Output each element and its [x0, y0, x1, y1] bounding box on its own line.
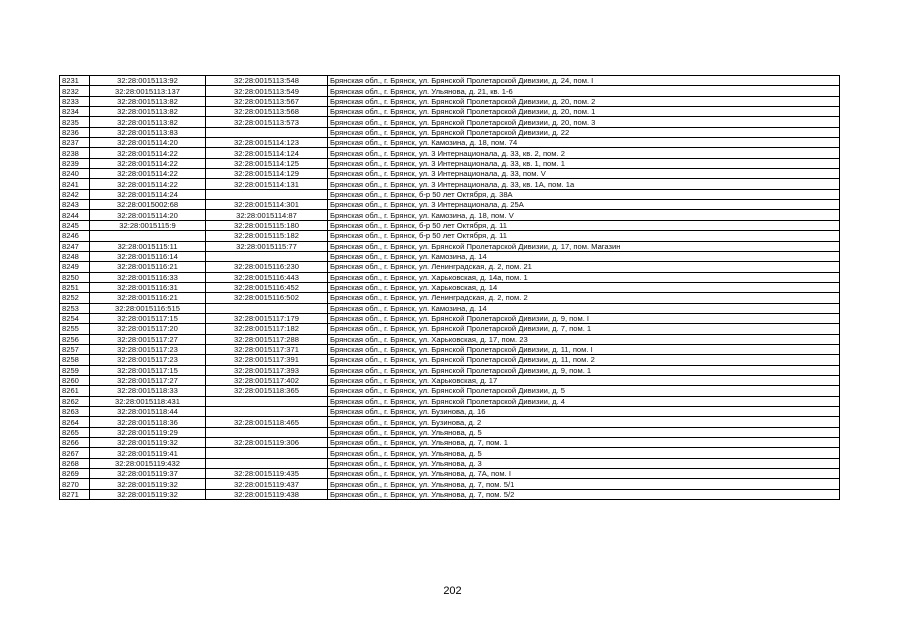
address-cell: Брянская обл., г. Брянск, ул. Харьковская, д. 14а, пом. 1: [328, 272, 840, 282]
table-row: [60, 169, 840, 179]
address-cell: Брянская обл., г. Брянск, ул. 3 Интернационала, д. 33, кв. 1А, пом. 1а: [328, 179, 840, 189]
land-cadastral-number-cell: 32:28:0015116:14: [90, 251, 206, 261]
table-row: [60, 386, 840, 396]
building-cadastral-number-cell: [206, 407, 328, 417]
building-cadastral-number-cell: 32:28:0015117:288: [206, 334, 328, 344]
table-row: [60, 334, 840, 344]
address-cell: Брянская обл., г. Брянск, ул. Брянской Пролетарской Дивизии, д. 22: [328, 127, 840, 137]
address-cell: Брянская обл., г. Брянск, ул. Харьковская, д. 17: [328, 375, 840, 385]
table-row: [60, 282, 840, 292]
land-cadastral-number-cell: 32:28:0015113:82: [90, 117, 206, 127]
address-cell: Брянская обл., г. Брянск, ул. Брянской Пролетарской Дивизии, д. 20, пом. 2: [328, 96, 840, 106]
land-cadastral-number-cell: 32:28:0015114:22: [90, 148, 206, 158]
land-cadastral-number-cell: 32:28:0015116:33: [90, 272, 206, 282]
row-number-cell: 8237: [60, 138, 90, 148]
row-number-cell: 8265: [60, 427, 90, 437]
row-number-cell: 8233: [60, 96, 90, 106]
row-number-cell: 8260: [60, 375, 90, 385]
table-row: [60, 344, 840, 354]
address-cell: Брянская обл., г. Брянск, ул. Ульянова, д. 21, кв. 1-6: [328, 86, 840, 96]
address-cell: Брянская обл., г. Брянск, ул. Бузинова, д. 2: [328, 417, 840, 427]
row-number-cell: 8238: [60, 148, 90, 158]
address-cell: Брянская обл., г. Брянск, ул. Брянской Пролетарской Дивизии, д. 11, пом. 2: [328, 355, 840, 365]
row-number-cell: 8239: [60, 158, 90, 168]
land-cadastral-number-cell: 32:28:0015115:11: [90, 241, 206, 251]
row-number-cell: 8232: [60, 86, 90, 96]
land-cadastral-number-cell: 32:28:0015119:432: [90, 458, 206, 468]
row-number-cell: 8255: [60, 324, 90, 334]
table-row: [60, 107, 840, 117]
building-cadastral-number-cell: 32:28:0015117:179: [206, 313, 328, 323]
land-cadastral-number-cell: 32:28:0015113:137: [90, 86, 206, 96]
land-cadastral-number-cell: 32:28:0015114:22: [90, 169, 206, 179]
building-cadastral-number-cell: [206, 448, 328, 458]
land-cadastral-number-cell: 32:28:0015117:20: [90, 324, 206, 334]
building-cadastral-number-cell: 32:28:0015113:568: [206, 107, 328, 117]
address-cell: Брянская обл., г. Брянск, ул. Камозина, д. 18, пом. 74: [328, 138, 840, 148]
building-cadastral-number-cell: 32:28:0015119:438: [206, 489, 328, 499]
page-number: 202: [443, 585, 462, 597]
table-row: [60, 241, 840, 251]
address-cell: Брянская обл., г. Брянск, ул. Брянской Пролетарской Дивизии, д. 7, пом. 1: [328, 324, 840, 334]
land-cadastral-number-cell: 32:28:0015117:27: [90, 375, 206, 385]
building-cadastral-number-cell: [206, 127, 328, 137]
land-cadastral-number-cell: 32:28:0015116:21: [90, 293, 206, 303]
row-number-cell: 8254: [60, 313, 90, 323]
building-cadastral-number-cell: [206, 427, 328, 437]
land-cadastral-number-cell: 32:28:0015119:29: [90, 427, 206, 437]
address-cell: Брянская обл., г. Брянск, ул. Ульянова, д. 3: [328, 458, 840, 468]
table-row: [60, 251, 840, 261]
row-number-cell: 8266: [60, 438, 90, 448]
land-cadastral-number-cell: 32:28:0015117:23: [90, 355, 206, 365]
building-cadastral-number-cell: 32:28:0015117:393: [206, 365, 328, 375]
table-row: [60, 210, 840, 220]
building-cadastral-number-cell: 32:28:0015116:443: [206, 272, 328, 282]
table-row: [60, 469, 840, 479]
table-row: [60, 375, 840, 385]
address-cell: Брянская обл., г. Брянск, ул. Ленинградская, д. 2, пом. 21: [328, 262, 840, 272]
address-cell: Брянская обл., г. Брянск, ул. Брянской Пролетарской Дивизии, д. 20, пом. 3: [328, 117, 840, 127]
address-cell: Брянская обл., г. Брянск, ул. 3 Интернационала, д. 33, кв. 1, пом. 1: [328, 158, 840, 168]
address-cell: Брянская обл., г. Брянск, ул. Ульянова, д. 7, пом. 5/1: [328, 479, 840, 489]
building-cadastral-number-cell: 32:28:0015114:124: [206, 148, 328, 158]
land-cadastral-number-cell: 32:28:0015119:32: [90, 489, 206, 499]
land-cadastral-number-cell: 32:28:0015117:23: [90, 344, 206, 354]
land-cadastral-number-cell: 32:28:0015114:20: [90, 210, 206, 220]
row-number-cell: 8248: [60, 251, 90, 261]
land-cadastral-number-cell: 32:28:0015118:431: [90, 396, 206, 406]
building-cadastral-number-cell: 32:28:0015117:182: [206, 324, 328, 334]
building-cadastral-number-cell: 32:28:0015119:437: [206, 479, 328, 489]
land-cadastral-number-cell: 32:28:0015119:32: [90, 438, 206, 448]
table-row: [60, 231, 840, 241]
table-row: [60, 158, 840, 168]
address-cell: Брянская обл., г. Брянск, ул. Ульянова, д. 7, пом. 5/2: [328, 489, 840, 499]
land-cadastral-number-cell: 32:28:0015114:22: [90, 179, 206, 189]
land-cadastral-number-cell: 32:28:0015119:32: [90, 479, 206, 489]
address-cell: Брянская обл., г. Брянск, ул. Ульянова, д. 7, пом. 1: [328, 438, 840, 448]
building-cadastral-number-cell: 32:28:0015114:131: [206, 179, 328, 189]
building-cadastral-number-cell: 32:28:0015117:402: [206, 375, 328, 385]
cadastral-table: [59, 75, 840, 500]
land-cadastral-number-cell: 32:28:0015113:92: [90, 76, 206, 86]
address-cell: Брянская обл., г. Брянск, ул. Харьковская, д. 14: [328, 282, 840, 292]
building-cadastral-number-cell: 32:28:0015113:567: [206, 96, 328, 106]
table-row: [60, 448, 840, 458]
address-cell: Брянская обл., г. Брянск, ул. Камозина, д. 18, пом. V: [328, 210, 840, 220]
building-cadastral-number-cell: 32:28:0015113:549: [206, 86, 328, 96]
land-cadastral-number-cell: 32:28:0015116:21: [90, 262, 206, 272]
row-number-cell: 8270: [60, 479, 90, 489]
building-cadastral-number-cell: 32:28:0015114:301: [206, 200, 328, 210]
row-number-cell: 8259: [60, 365, 90, 375]
land-cadastral-number-cell: 32:28:0015115:9: [90, 220, 206, 230]
table-row: [60, 479, 840, 489]
land-cadastral-number-cell: 32:28:0015116:515: [90, 303, 206, 313]
row-number-cell: 8263: [60, 407, 90, 417]
address-cell: Брянская обл., г. Брянск, ул. 3 Интернационала, д. 33, кв. 2, пом. 2: [328, 148, 840, 158]
table-row: [60, 396, 840, 406]
row-number-cell: 8269: [60, 469, 90, 479]
row-number-cell: 8245: [60, 220, 90, 230]
address-cell: Брянская обл., г. Брянск, ул. Брянской Пролетарской Дивизии, д. 5: [328, 386, 840, 396]
row-number-cell: 8236: [60, 127, 90, 137]
building-cadastral-number-cell: 32:28:0015117:391: [206, 355, 328, 365]
table-row: [60, 200, 840, 210]
row-number-cell: 8242: [60, 189, 90, 199]
building-cadastral-number-cell: 32:28:0015118:465: [206, 417, 328, 427]
table-row: [60, 179, 840, 189]
row-number-cell: 8251: [60, 282, 90, 292]
building-cadastral-number-cell: 32:28:0015113:573: [206, 117, 328, 127]
building-cadastral-number-cell: 32:28:0015114:123: [206, 138, 328, 148]
address-cell: Брянская обл., г. Брянск, ул. Брянской Пролетарской Дивизии, д. 4: [328, 396, 840, 406]
row-number-cell: 8261: [60, 386, 90, 396]
table-row: [60, 148, 840, 158]
address-cell: Брянская обл., г. Брянск, ул. Харьковская, д. 17, пом. 23: [328, 334, 840, 344]
row-number-cell: 8247: [60, 241, 90, 251]
building-cadastral-number-cell: 32:28:0015114:87: [206, 210, 328, 220]
building-cadastral-number-cell: 32:28:0015115:180: [206, 220, 328, 230]
address-cell: Брянская обл., г. Брянск, ул. Брянской Пролетарской Дивизии, д. 9, пом. I: [328, 313, 840, 323]
row-number-cell: 8256: [60, 334, 90, 344]
building-cadastral-number-cell: 32:28:0015116:502: [206, 293, 328, 303]
address-cell: Брянская обл., г. Брянск, ул. Ленинградская, д. 2, пом. 2: [328, 293, 840, 303]
row-number-cell: 8250: [60, 272, 90, 282]
land-cadastral-number-cell: 32:28:0015117:15: [90, 313, 206, 323]
row-number-cell: 8249: [60, 262, 90, 272]
land-cadastral-number-cell: 32:28:0015117:15: [90, 365, 206, 375]
building-cadastral-number-cell: 32:28:0015116:452: [206, 282, 328, 292]
table-body: [60, 76, 840, 500]
row-number-cell: 8244: [60, 210, 90, 220]
row-number-cell: 8243: [60, 200, 90, 210]
building-cadastral-number-cell: 32:28:0015119:306: [206, 438, 328, 448]
building-cadastral-number-cell: 32:28:0015113:548: [206, 76, 328, 86]
row-number-cell: 8257: [60, 344, 90, 354]
table-row: [60, 76, 840, 86]
building-cadastral-number-cell: 32:28:0015115:77: [206, 241, 328, 251]
address-cell: Брянская обл., г. Брянск, ул. Камозина, д. 14: [328, 303, 840, 313]
address-cell: Брянская обл., г. Брянск, ул. Камозина, д. 14: [328, 251, 840, 261]
row-number-cell: 8240: [60, 169, 90, 179]
address-cell: Брянская обл., г. Брянск, б-р 50 лет Октября, д. 38А: [328, 189, 840, 199]
land-cadastral-number-cell: 32:28:0015118:33: [90, 386, 206, 396]
table-row: [60, 117, 840, 127]
row-number-cell: 8253: [60, 303, 90, 313]
address-cell: Брянская обл., г. Брянск, ул. Ульянова, д. 7А, пом. I: [328, 469, 840, 479]
building-cadastral-number-cell: 32:28:0015115:182: [206, 231, 328, 241]
row-number-cell: 8246: [60, 231, 90, 241]
table-row: [60, 293, 840, 303]
land-cadastral-number-cell: 32:28:0015114:24: [90, 189, 206, 199]
building-cadastral-number-cell: 32:28:0015116:230: [206, 262, 328, 272]
land-cadastral-number-cell: 32:28:0015113:83: [90, 127, 206, 137]
row-number-cell: 8235: [60, 117, 90, 127]
table-row: [60, 138, 840, 148]
table-row: [60, 438, 840, 448]
table-row: [60, 96, 840, 106]
land-cadastral-number-cell: 32:28:0015114:22: [90, 158, 206, 168]
table-row: [60, 127, 840, 137]
building-cadastral-number-cell: 32:28:0015114:129: [206, 169, 328, 179]
table-row: [60, 407, 840, 417]
land-cadastral-number-cell: 32:28:0015113:82: [90, 107, 206, 117]
table-row: [60, 417, 840, 427]
row-number-cell: 8271: [60, 489, 90, 499]
address-cell: Брянская обл., г. Брянск, ул. 3 Интернационала, д. 25А: [328, 200, 840, 210]
address-cell: Брянская обл., г. Брянск, ул. Бузинова, д. 16: [328, 407, 840, 417]
address-cell: Брянская обл., г. Брянск, б-р 50 лет Октября, д. 11: [328, 220, 840, 230]
address-cell: Брянская обл., г. Брянск, ул. 3 Интернационала, д. 33, пом. V: [328, 169, 840, 179]
land-cadastral-number-cell: 32:28:0015119:37: [90, 469, 206, 479]
table-row: [60, 427, 840, 437]
land-cadastral-number-cell: 32:28:0015118:44: [90, 407, 206, 417]
table-row: [60, 489, 840, 499]
row-number-cell: 8268: [60, 458, 90, 468]
address-cell: Брянская обл., г. Брянск, ул. Ульянова, д. 5: [328, 427, 840, 437]
row-number-cell: 8231: [60, 76, 90, 86]
address-cell: Брянская обл., г. Брянск, ул. Ульянова, д. 5: [328, 448, 840, 458]
table-row: [60, 365, 840, 375]
address-cell: Брянская обл., г. Брянск, б-р 50 лет Октября, д. 11: [328, 231, 840, 241]
building-cadastral-number-cell: [206, 251, 328, 261]
building-cadastral-number-cell: [206, 303, 328, 313]
table-row: [60, 272, 840, 282]
row-number-cell: 8241: [60, 179, 90, 189]
table-row: [60, 324, 840, 334]
table-row: [60, 313, 840, 323]
table-row: [60, 189, 840, 199]
address-cell: Брянская обл., г. Брянск, ул. Брянской Пролетарской Дивизии, д. 24, пом. I: [328, 76, 840, 86]
table-row: [60, 355, 840, 365]
row-number-cell: 8264: [60, 417, 90, 427]
building-cadastral-number-cell: 32:28:0015114:125: [206, 158, 328, 168]
address-cell: Брянская обл., г. Брянск, ул. Брянской Пролетарской Дивизии, д. 17, пом. Магазин: [328, 241, 840, 251]
building-cadastral-number-cell: 32:28:0015118:365: [206, 386, 328, 396]
building-cadastral-number-cell: 32:28:0015119:435: [206, 469, 328, 479]
building-cadastral-number-cell: 32:28:0015117:371: [206, 344, 328, 354]
table-row: [60, 262, 840, 272]
row-number-cell: 8262: [60, 396, 90, 406]
address-cell: Брянская обл., г. Брянск, ул. Брянской Пролетарской Дивизии, д. 20, пом. 1: [328, 107, 840, 117]
table-row: [60, 220, 840, 230]
building-cadastral-number-cell: [206, 396, 328, 406]
land-cadastral-number-cell: 32:28:0015114:20: [90, 138, 206, 148]
row-number-cell: 8234: [60, 107, 90, 117]
land-cadastral-number-cell: 32:28:0015113:82: [90, 96, 206, 106]
land-cadastral-number-cell: 32:28:0015117:27: [90, 334, 206, 344]
row-number-cell: 8267: [60, 448, 90, 458]
address-cell: Брянская обл., г. Брянск, ул. Брянской Пролетарской Дивизии, д. 9, пом. 1: [328, 365, 840, 375]
address-cell: Брянская обл., г. Брянск, ул. Брянской Пролетарской Дивизии, д. 11, пом. I: [328, 344, 840, 354]
land-cadastral-number-cell: 32:28:0015119:41: [90, 448, 206, 458]
table-row: [60, 303, 840, 313]
row-number-cell: 8258: [60, 355, 90, 365]
land-cadastral-number-cell: 32:28:0015116:31: [90, 282, 206, 292]
table-row: [60, 458, 840, 468]
building-cadastral-number-cell: [206, 458, 328, 468]
building-cadastral-number-cell: [206, 189, 328, 199]
land-cadastral-number-cell: 32:28:0015118:36: [90, 417, 206, 427]
table-row: [60, 86, 840, 96]
row-number-cell: 8252: [60, 293, 90, 303]
land-cadastral-number-cell: [90, 231, 206, 241]
land-cadastral-number-cell: 32:28:0015002:68: [90, 200, 206, 210]
